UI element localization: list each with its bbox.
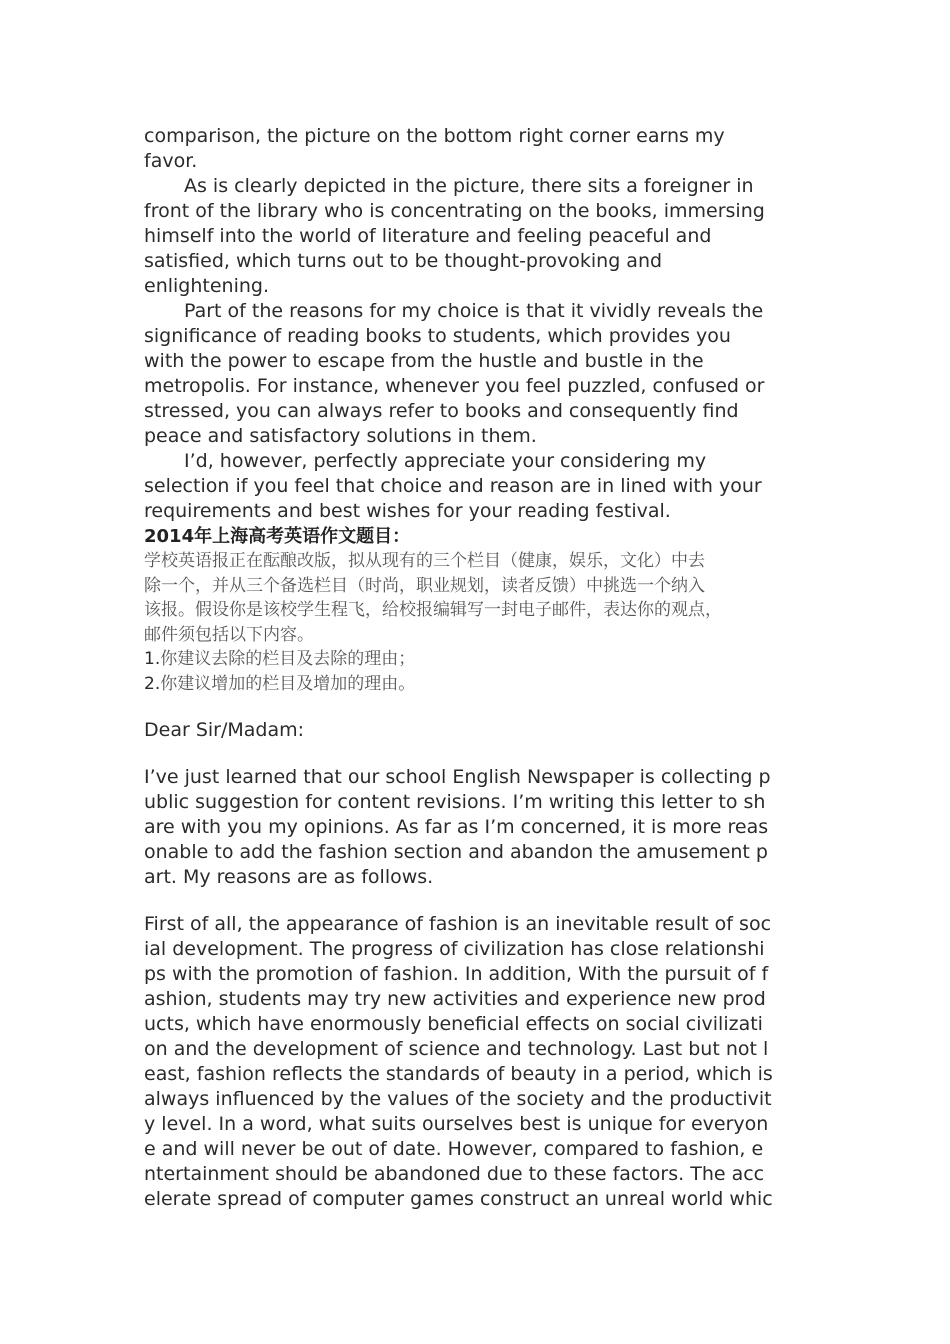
text-line: y level. In a word, what suits ourselves best is unique for everyon — [144, 1113, 769, 1135]
text-line: elerate spread of computer games construct an unreal world whic — [144, 1188, 773, 1210]
text-line: ntertainment should be abandoned due to these factors. The acc — [144, 1163, 765, 1185]
text-line: always influenced by the values of the society and the productivit — [144, 1088, 772, 1110]
paragraph-reasons — [144, 299, 824, 449]
text-line: east, fashion reflects the standards of beauty in a period, which is — [144, 1063, 773, 1085]
text-line: I’ve just learned that our school English Newspaper is collecting p — [144, 766, 771, 788]
text-line: e and will never be out of date. However, compared to fashion, e — [144, 1138, 764, 1160]
text-line: himself into the world of literature and feeling peaceful and — [144, 225, 712, 247]
prompt-line: 该报。假设你是该校学生程飞，给校报编辑写一封电子邮件，表达你的观点， — [144, 600, 722, 620]
text-line: I’d, however, perfectly appreciate your considering my — [184, 450, 707, 472]
text-line: comparison, the picture on the bottom right corner earns my — [144, 125, 725, 147]
text-line: satisfied, which turns out to be thought-provoking and — [144, 250, 663, 272]
paragraph-depiction — [144, 174, 824, 299]
list-item — [144, 647, 824, 672]
document-page — [144, 124, 824, 1212]
section-title — [144, 524, 824, 549]
text-line: significance of reading books to students, which provides you — [144, 325, 731, 347]
text-line: requirements and best wishes for your reading festival. — [144, 500, 671, 522]
prompt-line: 学校英语报正在酝酿改版，拟从现有的三个栏目（健康，娱乐，文化）中去 — [144, 551, 705, 571]
text-line: onable to add the fashion section and abandon the amusement p — [144, 841, 768, 863]
title-text: 年上海高考英语作文题目： — [194, 526, 411, 547]
title-year: 2014 — [144, 526, 195, 547]
text-line: on and the development of science and technology. Last but not l — [144, 1038, 769, 1060]
item-text: 你建议去除的栏目及去除的理由； — [160, 649, 416, 669]
text-line: with the power to escape from the hustle and bustle in the — [144, 350, 704, 372]
text-line: ashion, students may try new activities and experience new prod — [144, 988, 766, 1010]
list-item — [144, 672, 824, 697]
text-line: selection if you feel that choice and reason are in lined with your — [144, 475, 762, 497]
item-text: 你建议增加的栏目及增加的理由。 — [160, 673, 416, 694]
text-line: First of all, the appearance of fashion is an inevitable result of soc — [144, 913, 772, 935]
letter-paragraph-body — [144, 912, 824, 1212]
text-line: ps with the promotion of fashion. In addition, With the pursuit of f — [144, 963, 769, 985]
prompt-line: 除一个，并从三个备选栏目（时尚，职业规划，读者反馈）中挑选一个纳入 — [144, 575, 705, 596]
text-line: are with you my opinions. As far as I’m concerned, it is more reas — [144, 816, 769, 838]
item-number: 1. — [144, 649, 161, 669]
paragraph-comparison — [144, 124, 824, 174]
essay-prompt — [144, 549, 824, 696]
text-line: Part of the reasons for my choice is that it vividly reveals the — [184, 300, 764, 322]
text-line: stressed, you can always refer to books and consequently find — [144, 400, 739, 422]
text-line: ial development. The progress of civilization has close relationshi — [144, 938, 765, 960]
text-line: ucts, which have enormously beneficial effects on social civilizati — [144, 1013, 763, 1035]
text-line: favor. — [144, 150, 198, 172]
salutation: Dear Sir/Madam: — [144, 719, 305, 741]
text-line: front of the library who is concentrating on the books, immersing — [144, 200, 765, 222]
text-line: As is clearly depicted in the picture, there sits a foreigner in — [184, 175, 754, 197]
text-line: peace and satisfactory solutions in them. — [144, 425, 537, 447]
item-number: 2. — [144, 673, 161, 694]
text-line: ublic suggestion for content revisions. I’m writing this letter to sh — [144, 791, 766, 813]
text-line: art. My reasons are as follows. — [144, 866, 434, 888]
prompt-line: 邮件须包括以下内容。 — [144, 624, 314, 645]
paragraph-closing — [144, 449, 824, 524]
text-line: enlightening. — [144, 275, 269, 297]
text-line: metropolis. For instance, whenever you feel puzzled, confused or — [144, 375, 765, 397]
letter-paragraph-intro — [144, 765, 824, 890]
